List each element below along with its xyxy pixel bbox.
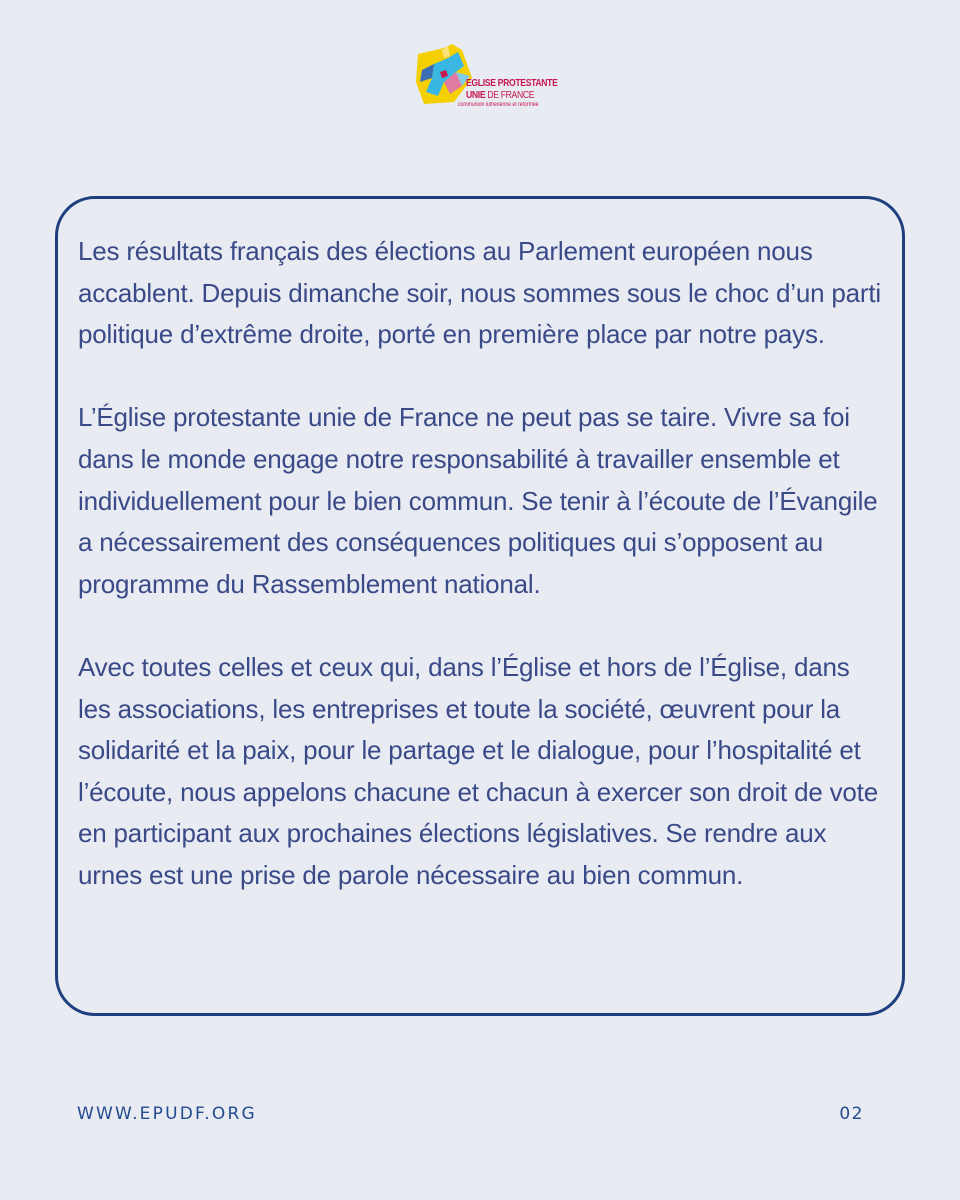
paragraph-3: Avec toutes celles et ceux qui, dans l’Église et hors de l’Église, dans les associations, les entreprises et toute la société, œuvrent pour la solidarité et la paix, pour le partage et le dialogue, pour l’hospitalité et l’écoute, nous appelons chacune et chacun à exercer son droit de vote en participant aux prochaines élections législatives. Se rendre aux urnes est une prise de parole nécessaire au bien commun. [78, 651, 878, 890]
logo-line-2 [466, 90, 540, 101]
logo-line-2-bold: UNIE [466, 88, 486, 101]
page-number: 02 [839, 1104, 864, 1124]
statement-card [55, 196, 905, 1016]
church-logo [414, 42, 558, 116]
logo-line-2-rest: DE FRANCE [485, 88, 535, 101]
website-url[interactable]: WWW.EPUDF.ORG [77, 1104, 257, 1124]
logo-wordmark [458, 77, 558, 108]
logo-tagline: communion luthérienne et réformée [458, 102, 539, 108]
paragraph-1: Les résultats français des élections au Parlement européen nous accablent. Depuis dimanche soir, nous sommes sous le choc d’un parti politique d’extrême droite, porté en première place par notre pays. [78, 236, 881, 350]
statement-text [78, 231, 888, 897]
paragraph-2: L’Église protestante unie de France ne peut pas se taire. Vivre sa foi dans le monde engage notre responsabilité à travailler ensemble et individuellement pour le bien commun. Se tenir à l’écoute de l’Évangile a nécessairement des conséquences politiques qui s’opposent au programme du Rassemblement national. [78, 402, 878, 599]
logo-line-1: EGLISE PROTESTANTE [466, 77, 558, 89]
